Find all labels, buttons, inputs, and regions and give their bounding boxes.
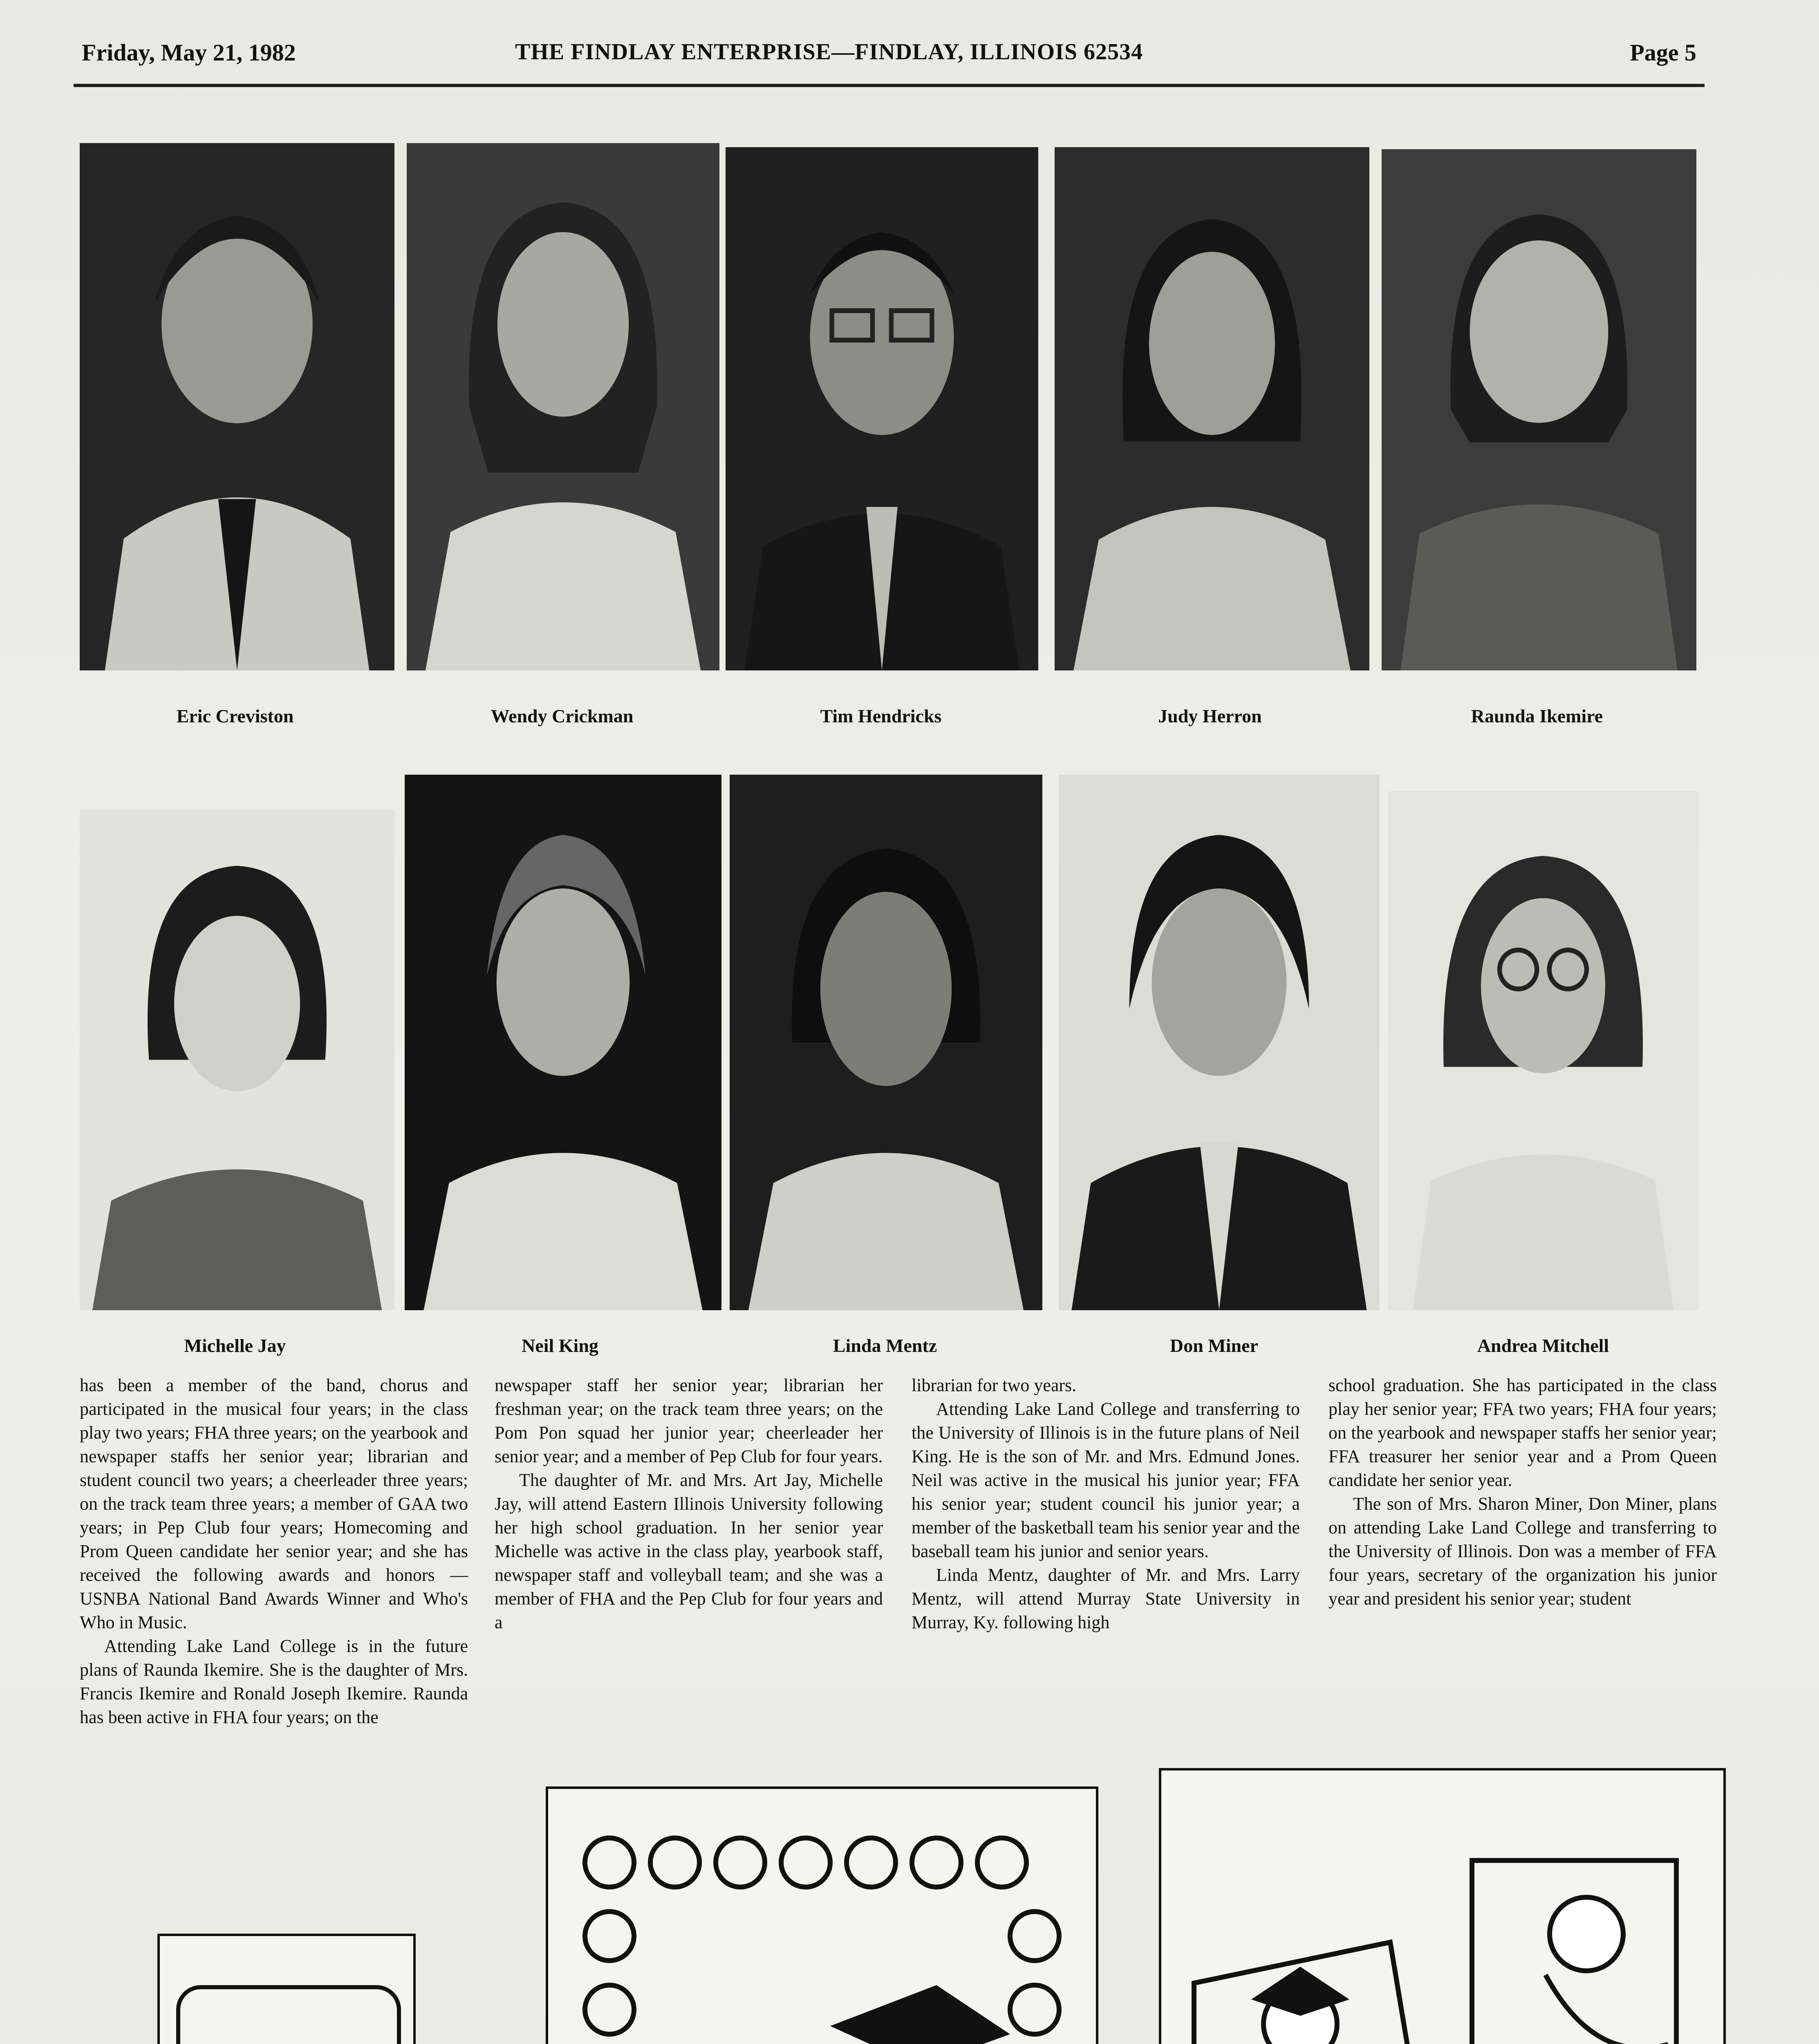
photo-caption: Michelle Jay bbox=[184, 1335, 286, 1356]
portrait-photo bbox=[407, 143, 719, 670]
ad-findlay-auto bbox=[1159, 1768, 1726, 2044]
article-paragraph: The son of Mrs. Sharon Miner, Don Miner, plans on attending Lake Land College and transferring to the University of Illinois. Don was a member of FFA four years, secretary of the organization his junior year and president his senior year; student bbox=[1328, 1494, 1717, 1609]
newspaper-title: THE FINDLAY ENTERPRISE—FINDLAY, ILLINOIS 62534 bbox=[515, 39, 1143, 65]
ad-findlay-freez bbox=[546, 1786, 1098, 2044]
masthead-rule bbox=[74, 84, 1705, 87]
page-number: Page 5 bbox=[1630, 39, 1696, 66]
article-paragraph: school graduation. She has participated in the class play her senior year; FFA two years; FHA four years; on the yearbook and newspaper staffs her senior year; FFA treasurer her senior year and a Prom Queen candidate her senior year. bbox=[1328, 1375, 1717, 1490]
article-column-2 bbox=[495, 1374, 883, 1634]
portrait-photo bbox=[1055, 147, 1369, 670]
article-column-3 bbox=[912, 1374, 1300, 1634]
portrait-photo bbox=[1059, 775, 1380, 1310]
photo-caption: Don Miner bbox=[1170, 1335, 1258, 1356]
ad-rk-phillips bbox=[157, 1934, 416, 2044]
photo-caption: Judy Herron bbox=[1158, 706, 1262, 726]
portrait-photo bbox=[1388, 791, 1698, 1310]
masthead bbox=[82, 39, 1696, 76]
photo-caption: Andrea Mitchell bbox=[1477, 1335, 1609, 1356]
portrait-photo bbox=[726, 147, 1038, 670]
article-paragraph: has been a member of the band, chorus and participated in the musical four years; in the class play two years; FHA three years; on the yearbook and newspaper staffs her senior year; librarian and student council two years; a cheerleader three years; on the track team three years; a member of GAA two years; in Pep Club four years; Homecoming and Prom Queen candidate her senior year; and she has received the following awards and honors — USNBA National Band Awards Winner and Who's Who in Music. bbox=[80, 1375, 468, 1632]
article-paragraph: Attending Lake Land College and transferring to the University of Illinois is in the future plans of Neil King. He is the son of Mr. and Mrs. Edmund Jones. Neil was active in the musical his junior year; FFA his senior year; student council his junior year; a member of the basketball team his senior year and the baseball team his junior and senior years. bbox=[912, 1399, 1300, 1561]
portrait-photo bbox=[405, 775, 721, 1310]
article-paragraph: The daughter of Mr. and Mrs. Art Jay, Michelle Jay, will attend Eastern Illinois University following her high school graduation. In her senior year Michelle was active in the class play, yearbook staff, newspaper staff and volleyball team; and she was a member of FHA and the Pep Club for four years and a bbox=[495, 1470, 883, 1632]
photo-caption: Eric Creviston bbox=[176, 706, 294, 726]
photo-caption: Linda Mentz bbox=[833, 1335, 937, 1356]
photo-caption: Wendy Crickman bbox=[491, 706, 634, 726]
photo-caption: Raunda Ikemire bbox=[1471, 706, 1603, 726]
article-paragraph: newspaper staff her senior year; librarian her freshman year; on the track team three years; on the Pom Pon squad her junior year; cheerleader her senior year; and a member of Pep Club for four years. bbox=[495, 1375, 883, 1466]
issue-date: Friday, May 21, 1982 bbox=[82, 39, 296, 66]
article-paragraph: Attending Lake Land College is in the future plans of Raunda Ikemire. She is the daughter of Mrs. Francis Ikemire and Ronald Joseph Ikemire. Raunda has been active in FHA four years; on the bbox=[80, 1636, 468, 1727]
article-paragraph: librarian for two years. bbox=[912, 1375, 1077, 1395]
photo-caption: Tim Hendricks bbox=[820, 706, 942, 726]
ad-border-frame bbox=[176, 1985, 401, 2044]
article-paragraph: Linda Mentz, daughter of Mr. and Mrs. Larry Mentz, will attend Murray State University in Murray, Ky. following high bbox=[912, 1565, 1300, 1632]
portrait-photo bbox=[80, 809, 394, 1310]
article-column-1 bbox=[80, 1374, 468, 1729]
photo-caption: Neil King bbox=[522, 1335, 598, 1356]
portrait-photo bbox=[1382, 149, 1696, 670]
drive-through-illustration bbox=[1186, 1820, 1697, 2044]
article-column-4 bbox=[1328, 1374, 1717, 1611]
portrait-photo bbox=[730, 775, 1042, 1310]
portrait-photo bbox=[80, 143, 394, 670]
flower-border bbox=[577, 1830, 1067, 2044]
